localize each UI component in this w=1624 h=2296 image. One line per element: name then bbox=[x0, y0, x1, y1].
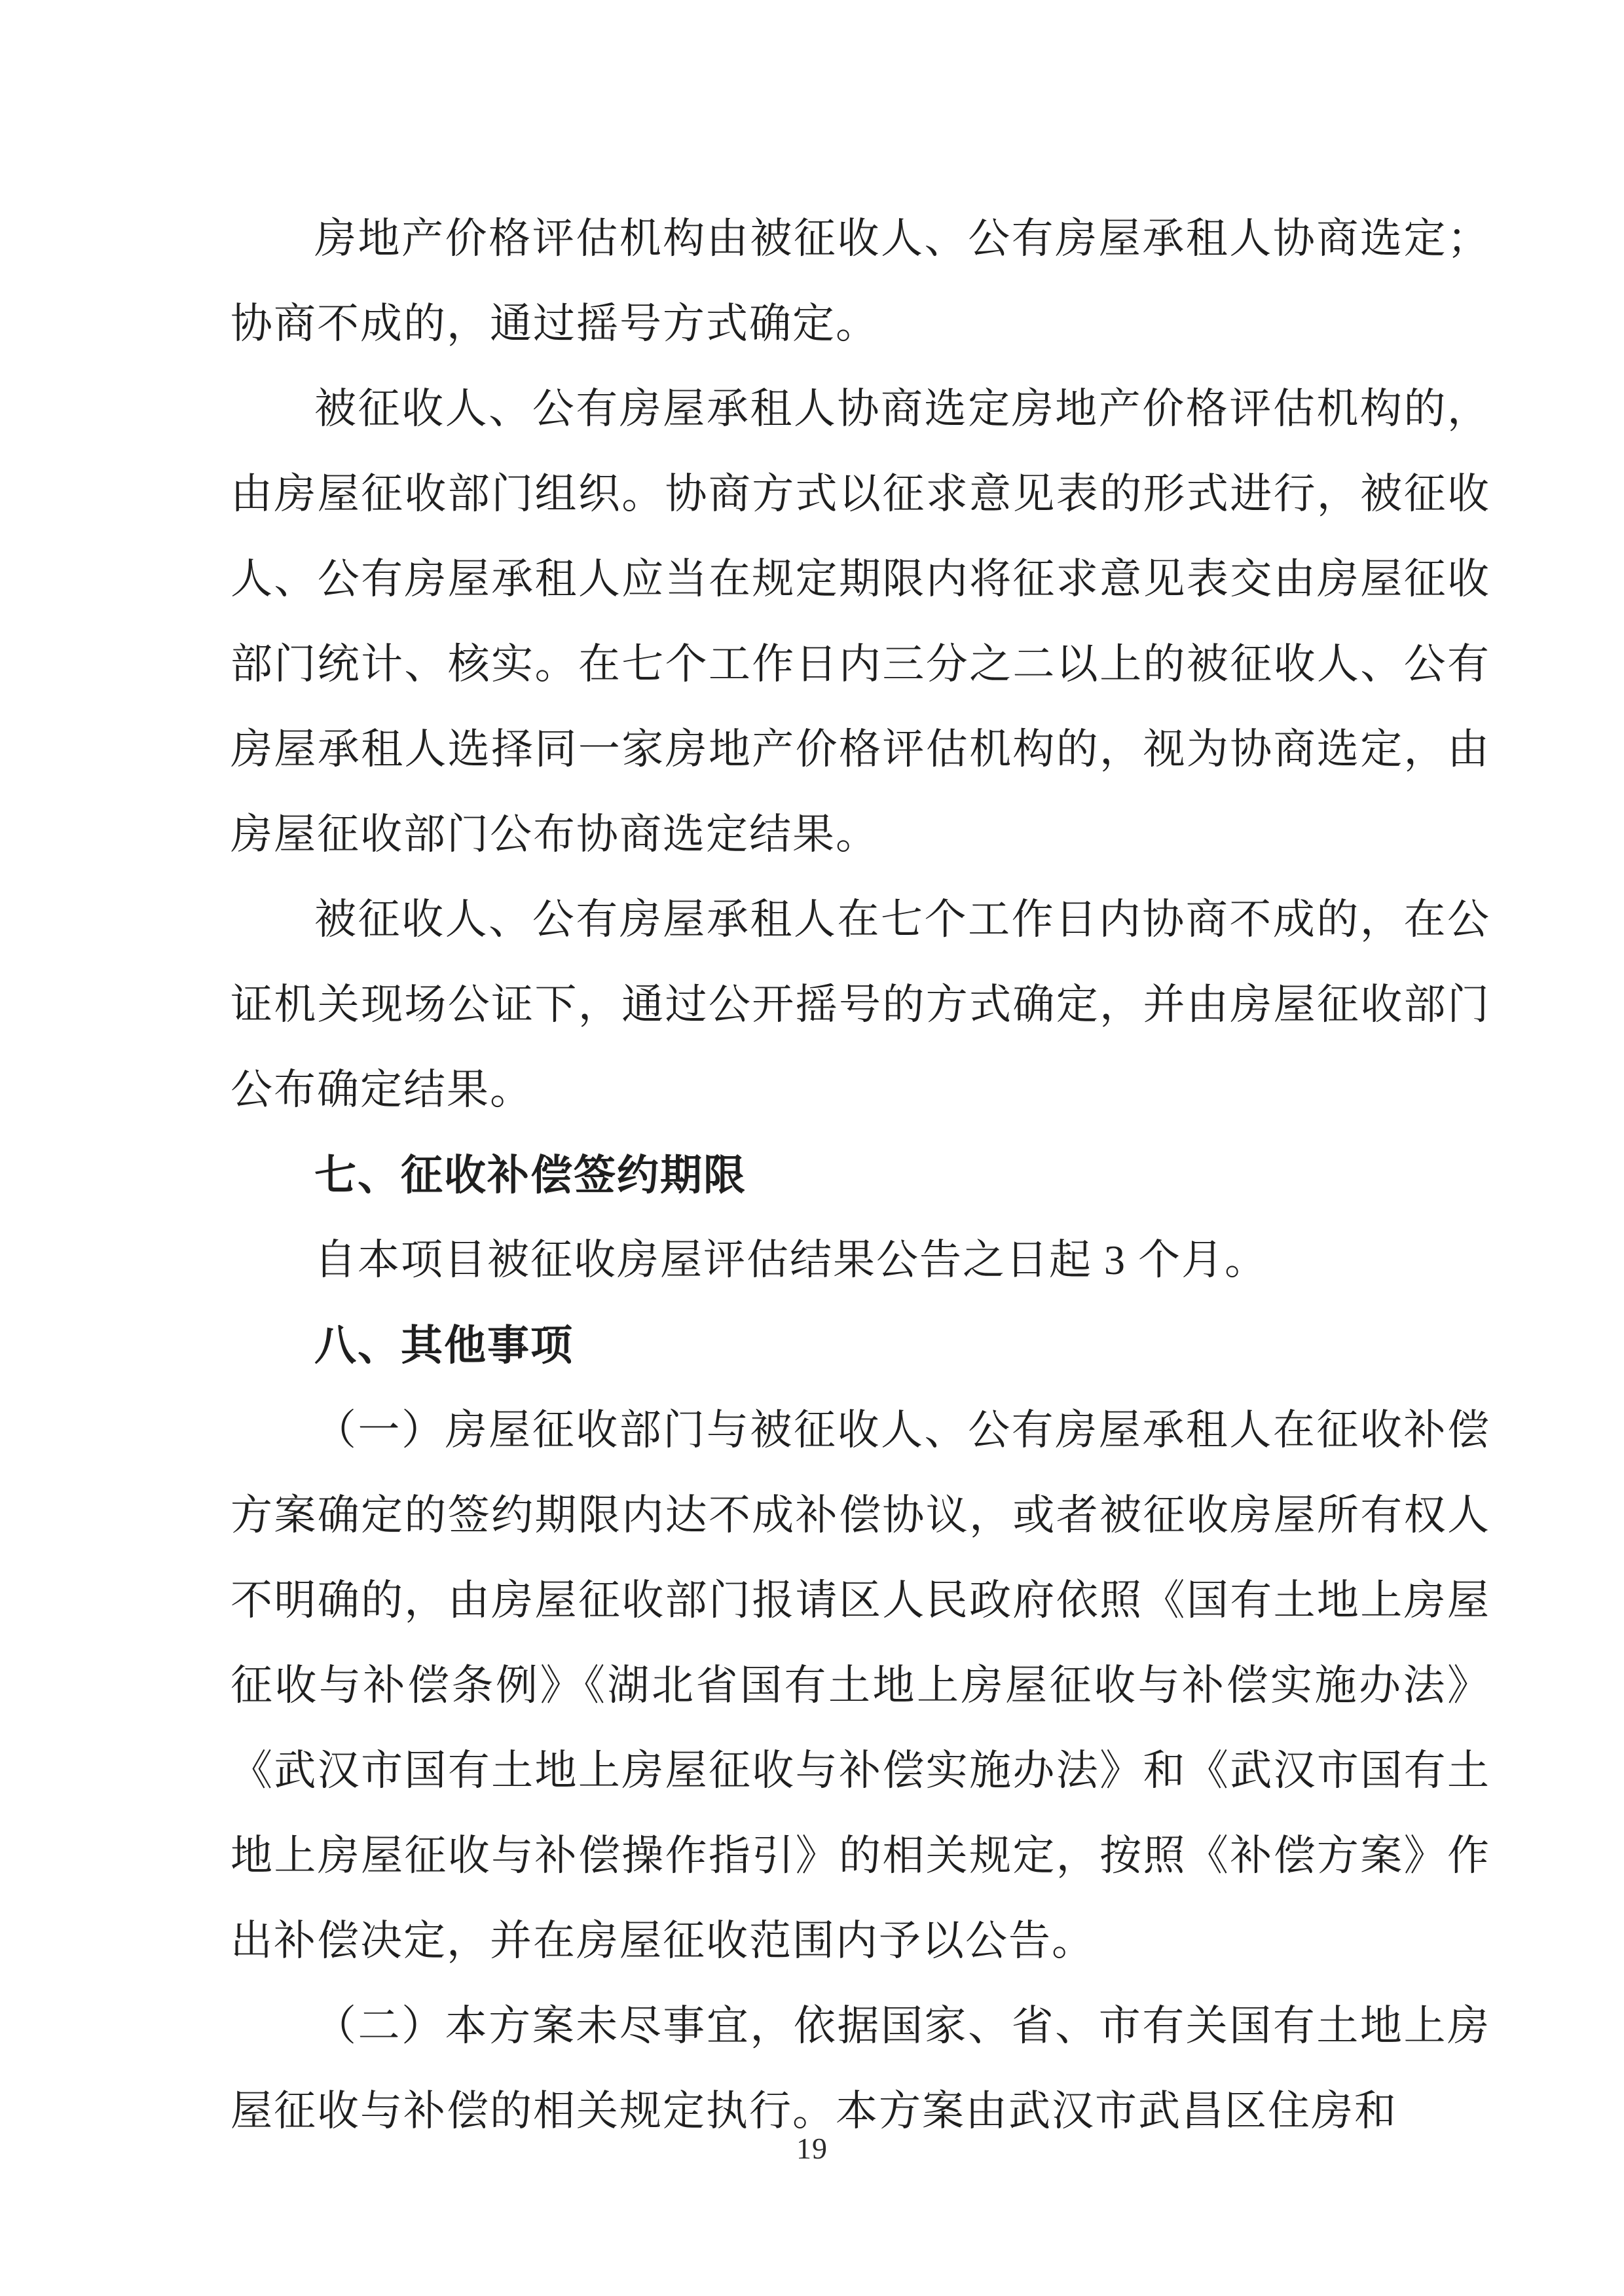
paragraph-lottery-determination: 被征收人、公有房屋承租人在七个工作日内协商不成的，在公证机关现场公证下，通过公开摇号的方式确定，并由房屋征收部门公布确定结果。 bbox=[231, 896, 1490, 1113]
paragraph-other-matters-item-1: （一）房屋征收部门与被征收人、公有房屋承租人在征收补偿方案确定的签约期限内达不成补偿协议，或者被征收房屋所有权人不明确的，由房屋征收部门报请区人民政府依照《国有土地上房屋征收与补偿条例》《湖北省国有土地上房屋征收与补偿实施办法》《武汉市国有土地上房屋征收与补偿实施办法》和《武汉市国有土地上房屋征收与补偿操作指引》的相关规定，按照《补偿方案》作出补偿决定，并在房屋征收范围内予以公告。 bbox=[231, 1407, 1490, 1964]
section-heading-8-other-matters: 八、其他事项 bbox=[314, 1322, 574, 1369]
paragraph-appraisal-selection: 房地产价格评估机构由被征收人、公有房屋承租人协商选定；协商不成的，通过摇号方式确定。 bbox=[231, 215, 1490, 347]
paragraph-other-matters-item-2: （二）本方案未尽事宜，依据国家、省、市有关国有土地上房屋征收与补偿的相关规定执行。本方案由武汉市武昌区住房和 bbox=[231, 2003, 1490, 2134]
section-heading-7-signing-period: 七、征收补偿签约期限 bbox=[314, 1152, 747, 1199]
page-number: 19 bbox=[796, 2132, 828, 2165]
document-body bbox=[231, 196, 1490, 2154]
paragraph-consultation-procedure: 被征收人、公有房屋承租人协商选定房地产价格评估机构的，由房屋征收部门组织。协商方式以征求意见表的形式进行，被征收人、公有房屋承租人应当在规定期限内将征求意见表交由房屋征收部门统计、核实。在七个工作日内三分之二以上的被征收人、公有房屋承租人选择同一家房地产价格评估机构的，视为协商选定，由房屋征收部门公布协商选定结果。 bbox=[231, 386, 1490, 858]
paragraph-signing-period-duration: 自本项目被征收房屋评估结果公告之日起 3 个月。 bbox=[314, 1237, 1268, 1283]
